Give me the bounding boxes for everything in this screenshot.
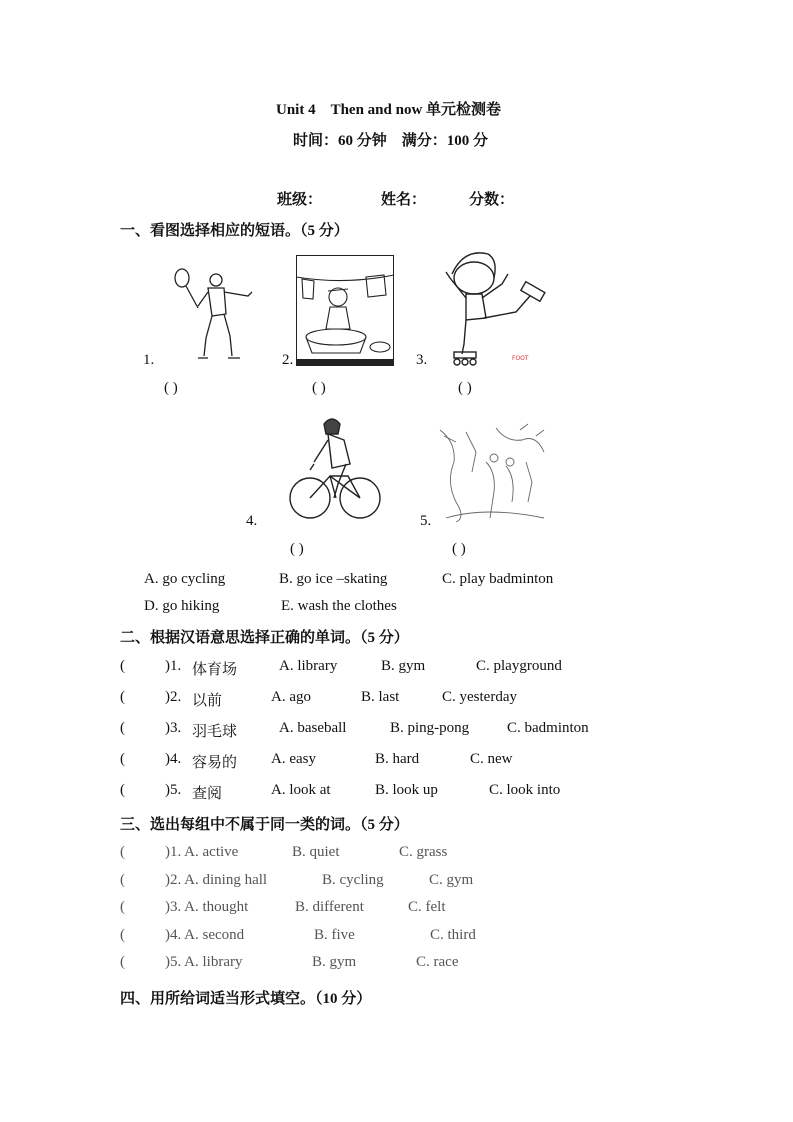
name-label: 姓名： [381,192,427,208]
chinese-word: 查阅 [192,786,223,802]
question-number: )1. [165,658,182,674]
section3-heading: 三、选出每组中不属于同一类的词。（5 分） [120,817,409,833]
answer-paren[interactable]: ( [120,720,125,736]
chinese-word: 以前 [192,693,223,709]
choice-b: B. different [295,899,364,915]
choice-b: B. quiet [292,844,340,860]
question-choice-a: )5. A. library [165,954,243,970]
item-number-3: 3. [416,352,428,368]
answer-paren[interactable]: ( [120,751,125,767]
choice-b: B. look up [375,782,438,798]
hikers-icon [436,422,548,526]
section2-heading: 二、根据汉语意思选择正确的单词。（5 分） [120,630,409,646]
answer-paren[interactable]: ( [120,954,125,970]
choice-a: A. baseball [279,720,347,736]
answer-paren[interactable]: ( [120,658,125,674]
answer-paren[interactable]: ( [120,927,125,943]
answer-blank-1[interactable]: ( ) [164,380,178,396]
choice-b: B. gym [312,954,357,970]
choice-c: C. grass [399,844,448,860]
answer-paren[interactable]: ( [120,689,125,705]
badminton-player-icon [168,266,260,364]
item-number-4: 4. [246,513,258,529]
chinese-word: 体育场 [192,662,238,678]
answer-paren[interactable]: ( [120,899,125,915]
choice-c: C. gym [429,872,474,888]
choice-a: A. library [279,658,338,674]
option-d: D. go hiking [144,598,220,614]
washing-clothes-icon [296,255,394,367]
choice-c: C. new [470,751,513,767]
svg-text:FOOT: FOOT [512,355,529,362]
cyclist-icon [288,414,382,522]
answer-paren[interactable]: ( [120,782,125,798]
choice-b: B. ping-pong [390,720,470,736]
option-b: B. go ice –skating [279,571,388,587]
choice-c: C. playground [476,658,562,674]
choice-c: C. look into [489,782,561,798]
choice-c: C. yesterday [442,689,517,705]
choice-b: B. hard [375,751,420,767]
answer-blank-2[interactable]: ( ) [312,380,326,396]
choice-a: A. ago [271,689,311,705]
choice-c: C. third [430,927,476,943]
choice-c: C. felt [408,899,446,915]
answer-blank-3[interactable]: ( ) [458,380,472,396]
choice-a: A. easy [271,751,316,767]
answer-paren[interactable]: ( [120,872,125,888]
page-title: Unit 4 Then and now 单元检测卷 [276,102,502,118]
question-choice-a: )4. A. second [165,927,245,943]
item-number-1: 1. [143,352,155,368]
question-number: )5. [165,782,182,798]
section4-heading: 四、用所给词适当形式填空。（10 分） [120,991,372,1007]
choice-c: C. badminton [507,720,589,736]
question-choice-a: )2. A. dining hall [165,872,268,888]
choice-b: B. last [361,689,400,705]
question-number: )4. [165,751,182,767]
answer-blank-5[interactable]: ( ) [452,541,466,557]
option-e: E. wash the clothes [281,598,397,614]
score-label: 分数： [469,192,515,208]
option-a: A. go cycling [144,571,226,587]
question-choice-a: )3. A. thought [165,899,249,915]
skating-boy-icon [442,248,550,368]
choice-a: A. look at [271,782,331,798]
choice-b: B. five [314,927,355,943]
question-choice-a: )1. A. active [165,844,239,860]
question-number: )3. [165,720,182,736]
choice-b: B. gym [381,658,426,674]
answer-paren[interactable]: ( [120,844,125,860]
exam-time-score: 时间：60 分钟 满分：100 分 [293,133,489,149]
class-label: 班级： [277,192,323,208]
option-c: C. play badminton [442,571,554,587]
choice-c: C. race [416,954,459,970]
question-number: )2. [165,689,182,705]
choice-b: B. cycling [322,872,384,888]
chinese-word: 羽毛球 [192,724,238,740]
section1-heading: 一、看图选择相应的短语。（5 分） [120,223,349,239]
item-number-5: 5. [420,513,432,529]
item-number-2: 2. [282,352,294,368]
chinese-word: 容易的 [192,755,238,771]
answer-blank-4[interactable]: ( ) [290,541,304,557]
